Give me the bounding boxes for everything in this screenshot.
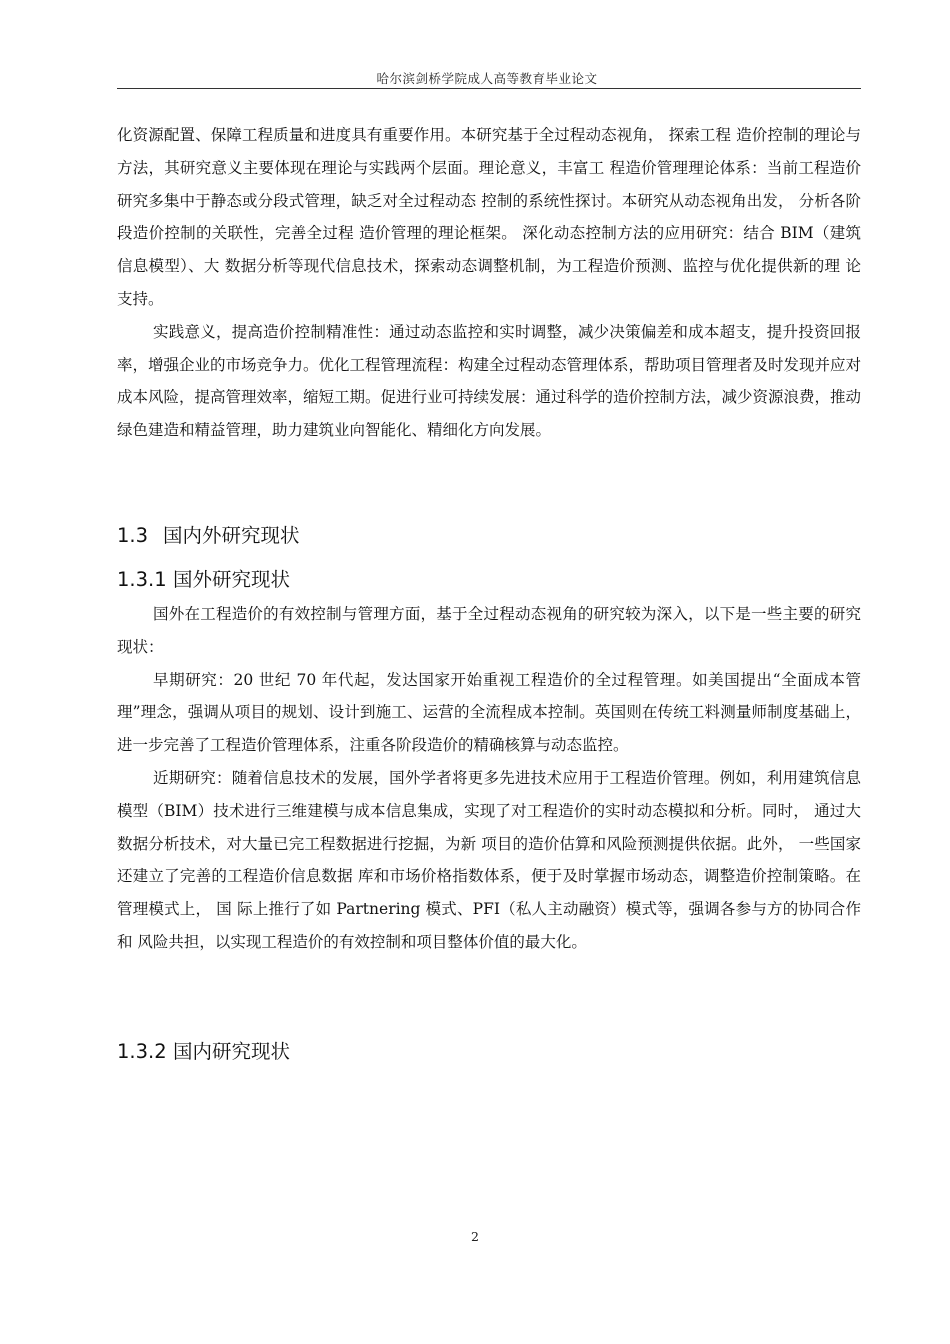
section-heading-1-3 bbox=[117, 522, 861, 550]
body-text-top bbox=[117, 119, 861, 447]
section-heading-1-3-2 bbox=[117, 1038, 861, 1066]
paragraph-foreign-intro: 国外在工程造价的有效控制与管理方面，基于全过程动态视角的研究较为深入，以下是一些主要的研究现状： bbox=[117, 605, 861, 656]
header-rule bbox=[117, 88, 861, 89]
paragraph-research-significance: 化资源配置、保障工程质量和进度具有重要作用。本研究基于全过程动态视角， 探索工程 造价控制的理论与方法，其研究意义主要体现在理论与实践两个层面。理论意义，丰富工 程造价管理理论体系：当前工程造价研究多集中于静态或分段式管理，缺乏对全过程动态 控制的系统性探讨。本研究从动态视角出发， 分析各阶段造价控制的关联性，完善全过程 造价管理的理论框架。 深化动态控制方法的应用研究：结合 BIM（建筑信息模型）、大 数据分析等现代信息技术，探索动态调整机制，为工程造价预测、监控与优化提供新的理 论支持。 bbox=[117, 126, 861, 308]
section-number: 1.3.1 bbox=[117, 568, 167, 591]
paragraph-recent-research: 近期研究：随着信息技术的发展，国外学者将更多先进技术应用于工程造价管理。例如，利用建筑信息模型（BIM）技术进行三维建模与成本信息集成，实现了对工程造价的实时动态模拟和分析。同时， 通过大数据分析技术，对大量已完工程数据进行挖掘，为新 项目的造价估算和风险预测提供依据。此外， 一些国家还建立了完善的工程造价信息数据 库和市场价格指数体系，便于及时掌握市场动态，调整造价控制策略。在管理模式上， 国 际上推行了如 Partnering 模式、PFI（私人主动融资）模式等，强调各参与方的协同合作和 风险共担，以实现工程造价的有效控制和项目整体价值的最大化。 bbox=[117, 768, 861, 951]
paragraph-practical-significance: 实践意义，提高造价控制精准性：通过动态监控和实时调整，减少决策偏差和成本超支，提升投资回报率，增强企业的市场竞争力。优化工程管理流程：构建全过程动态管理体系，帮助项目管理者及时发现并应对成本风险，提高管理效率，缩短工期。促进行业可持续发展：通过科学的造价控制方法，减少资源浪费，推动绿色建造和精益管理，助力建筑业向智能化、精细化方向发展。 bbox=[117, 322, 862, 440]
section-number: 1.3.2 bbox=[117, 1040, 167, 1063]
running-header: 哈尔滨剑桥学院成人高等教育毕业论文 bbox=[376, 71, 598, 86]
section-title: 国外研究现状 bbox=[173, 568, 291, 591]
section-heading-1-3-1 bbox=[117, 566, 861, 594]
section-title: 国内外研究现状 bbox=[163, 524, 300, 547]
paragraph-early-research: 早期研究：20 世纪 70 年代起，发达国家开始重视工程造价的全过程管理。如美国提出“全面成本管理”理念，强调从项目的规划、设计到施工、运营的全流程成本控制。英国则在传统工料测量师制度基础上，进一步完善了工程造价管理体系，注重各阶段造价的精确核算与动态监控。 bbox=[117, 670, 861, 755]
page-number: 2 bbox=[471, 1229, 479, 1244]
section-number: 1.3 bbox=[117, 524, 149, 547]
body-text-foreign bbox=[117, 598, 861, 959]
section-title: 国内研究现状 bbox=[173, 1040, 291, 1063]
